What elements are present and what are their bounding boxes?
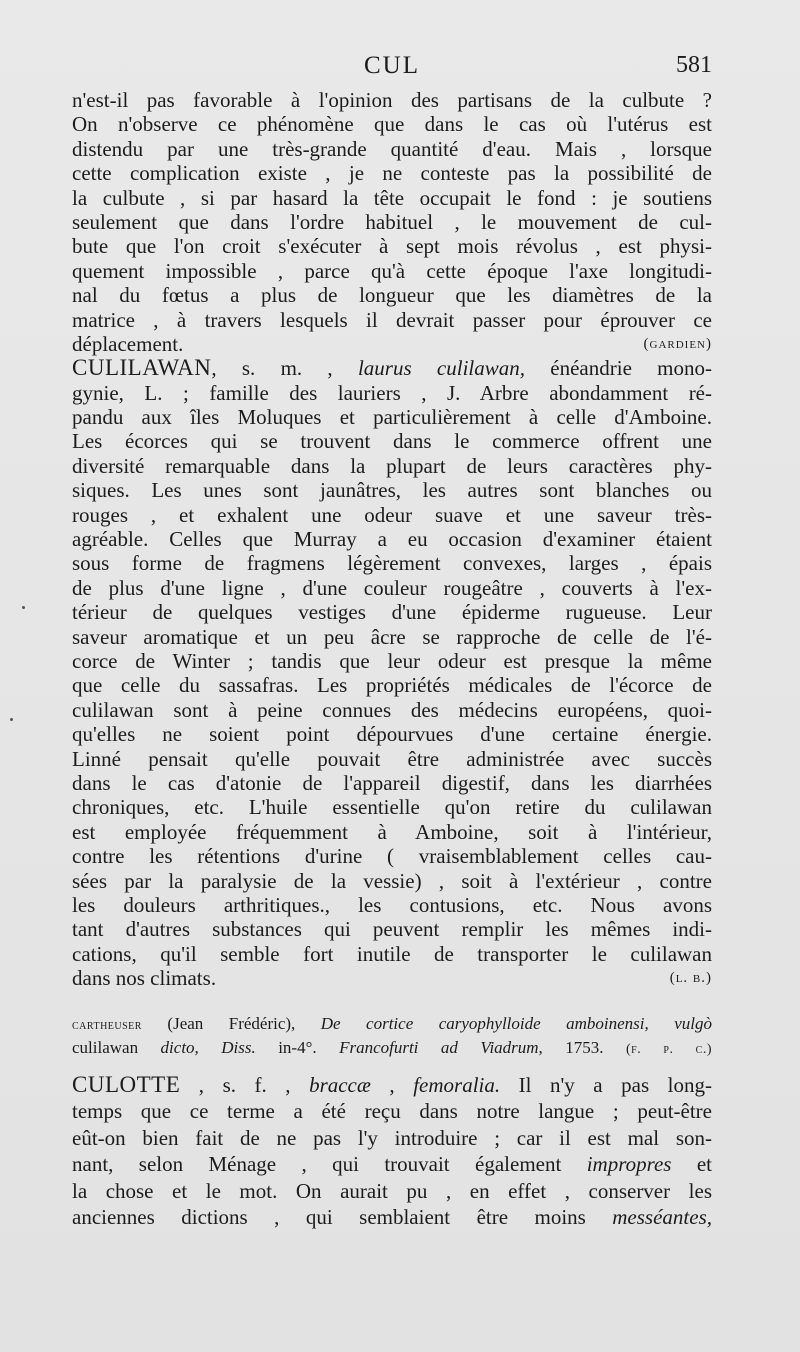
bib-title-end: dicto, Diss. (160, 1038, 256, 1057)
last-line-text: dans nos climats. (72, 966, 217, 991)
separator: , (370, 1073, 414, 1097)
text-line: qu'elles ne soient point dépourvues d'une certaine énergie. (72, 722, 712, 747)
bib-signature: (f. p. c.) (625, 1042, 712, 1057)
last-line-text: déplacement. (72, 331, 184, 356)
author-signature: (gardien) (643, 335, 712, 352)
text-line: rouges , et exhalent une odeur suave et une saveur très- (72, 502, 712, 527)
text-line: temps que ce terme a été reçu dans notre langue ; peut-être (72, 1099, 712, 1124)
grammar-label: , s. m. , (211, 356, 358, 381)
text-line: quement impossible , parce qu'à cette époque l'axe longitudi- (72, 258, 712, 283)
headword-culilawan: CULILAWAN (72, 356, 212, 381)
text-line: tant d'autres substances qui peuvent remplir les mêmes indi- (72, 917, 712, 942)
text-line: matrice , à travers lesquels il devrait passer pour éprouver ce (72, 307, 712, 332)
italic-word: impropres (586, 1152, 672, 1177)
text-line: est employée fréquemment à Amboine, soit à l'intérieur, (72, 819, 712, 844)
text-line: cations, qu'il semble fort inutile de transporter le culilawan (72, 941, 712, 966)
text-line: nal du fœtus a plus de longueur que les diamètres de la (72, 283, 712, 308)
text-line: dans le cas d'atonie de l'appareil digestif, dans les diarrhées (72, 770, 712, 795)
text-line: sées par la paralysie de la vessie) , soit à l'extérieur , contre (72, 868, 712, 893)
text-line (72, 1151, 712, 1177)
latin-name: laurus culilawan, (357, 356, 526, 381)
page-header (72, 52, 712, 84)
latin-term: femoralia. (413, 1073, 501, 1097)
text-line: diversité remarquable dans la plupart de leurs caractères phy- (72, 453, 712, 478)
text-line-last (72, 966, 712, 990)
entry-first-line (72, 356, 712, 380)
headword-culotte: CULOTTE (72, 1072, 181, 1097)
text-line: Les écorces qui se trouvent dans le commerce offrent une (72, 429, 712, 454)
text-line: de plus d'une ligne , d'une couleur rougeâtre , couverts à l'ex- (72, 575, 712, 600)
bib-title-start: culilawan (72, 1038, 161, 1057)
bib-year: 1753. (542, 1038, 626, 1057)
text-line: la chose et le mot. On aurait pu , en effet , conserver les (72, 1178, 712, 1203)
text-line: siques. Les unes sont jaunâtres, les autres sont blanches ou (72, 478, 712, 503)
bib-author-name: (Jean Frédéric), (141, 1014, 321, 1033)
bibliography-line (72, 1036, 712, 1060)
classification: énéandrie mono- (525, 356, 712, 381)
text-line-last (72, 332, 712, 356)
grammar-label: , s. f. , (180, 1073, 310, 1097)
text-line: cette complication existe , je ne conteste pas la possibilité de (72, 161, 712, 186)
text-line: chroniques, etc. L'huile essentielle qu'on retire du culilawan (72, 795, 712, 820)
margin-speck (10, 718, 13, 721)
entry-first-line (72, 1072, 712, 1098)
text-line: contre les rétentions d'urine ( vraisemblablement celles cau- (72, 844, 712, 869)
text-line: saveur aromatique et un peu âcre se rapproche de celle de l'é- (72, 624, 712, 649)
author-signature: (l. b.) (669, 970, 712, 987)
main-text-block (72, 88, 712, 990)
text-line: eût-on bien fait de ne pas l'y introduire ; car il est mal son- (72, 1125, 712, 1150)
text-line: bute que l'on croit s'exécuter à sept mois révolus , est physi- (72, 234, 712, 259)
italic-word: messéantes, (612, 1204, 712, 1229)
entry-text: Il n'y a pas long- (500, 1073, 712, 1097)
text-line (72, 1204, 712, 1230)
text-line: térieur de quelques vestiges d'une épiderme rugueuse. Leur (72, 600, 712, 625)
bibliography-line (72, 1012, 712, 1036)
bib-author: cartheuser (72, 1018, 142, 1033)
running-head: CUL (364, 52, 420, 79)
text-line: que celle du sassafras. Les propriétés médicales de l'écorce de (72, 673, 712, 698)
entry-text: et (671, 1152, 712, 1177)
text-line: la culbute , si par hasard la tête occupait le fond : je soutiens (72, 185, 712, 210)
latin-term: braccæ (309, 1073, 371, 1097)
entry-text: nant, selon Ménage , qui trouvait également (72, 1152, 587, 1177)
bib-title: De cortice caryophylloide amboinensi, vulgò (320, 1014, 712, 1033)
text-line: n'est-il pas favorable à l'opinion des partisans de la culbute ? (72, 88, 712, 112)
bib-format: in-4°. (255, 1038, 340, 1057)
text-line: On n'observe ce phénomène que dans le cas où l'utérus est (72, 112, 712, 137)
bibliography-block (72, 1012, 712, 1060)
entry-text: anciennes dictions , qui semblaient être moins (72, 1204, 613, 1229)
culotte-entry (72, 1072, 712, 1230)
text-line: distendu par une très-grande quantité d'eau. Mais , lorsque (72, 136, 712, 161)
margin-speck (22, 606, 25, 609)
text-line: culilawan sont à peine connues des médecins européens, quoi- (72, 697, 712, 722)
text-line: sous forme de fragmens légèrement convexes, larges , épais (72, 551, 712, 576)
text-line: gynie, L. ; famille des lauriers , J. Arbre abondamment ré- (72, 380, 712, 405)
text-line: pandu aux îles Moluques et particulièrement à celle d'Amboine. (72, 405, 712, 430)
text-line: les douleurs arthritiques., les contusions, etc. Nous avons (72, 892, 712, 917)
text-line: seulement que dans l'ordre habituel , le mouvement de cul- (72, 209, 712, 234)
text-line: agréable. Celles que Murray a eu occasion d'examiner étaient (72, 527, 712, 552)
bib-place: Francofurti ad Viadrum, (339, 1038, 543, 1057)
text-line: Linné pensait qu'elle pouvait être administrée avec succès (72, 746, 712, 771)
text-line: corce de Winter ; tandis que leur odeur est presque la même (72, 648, 712, 673)
page-number: 581 (676, 52, 712, 78)
